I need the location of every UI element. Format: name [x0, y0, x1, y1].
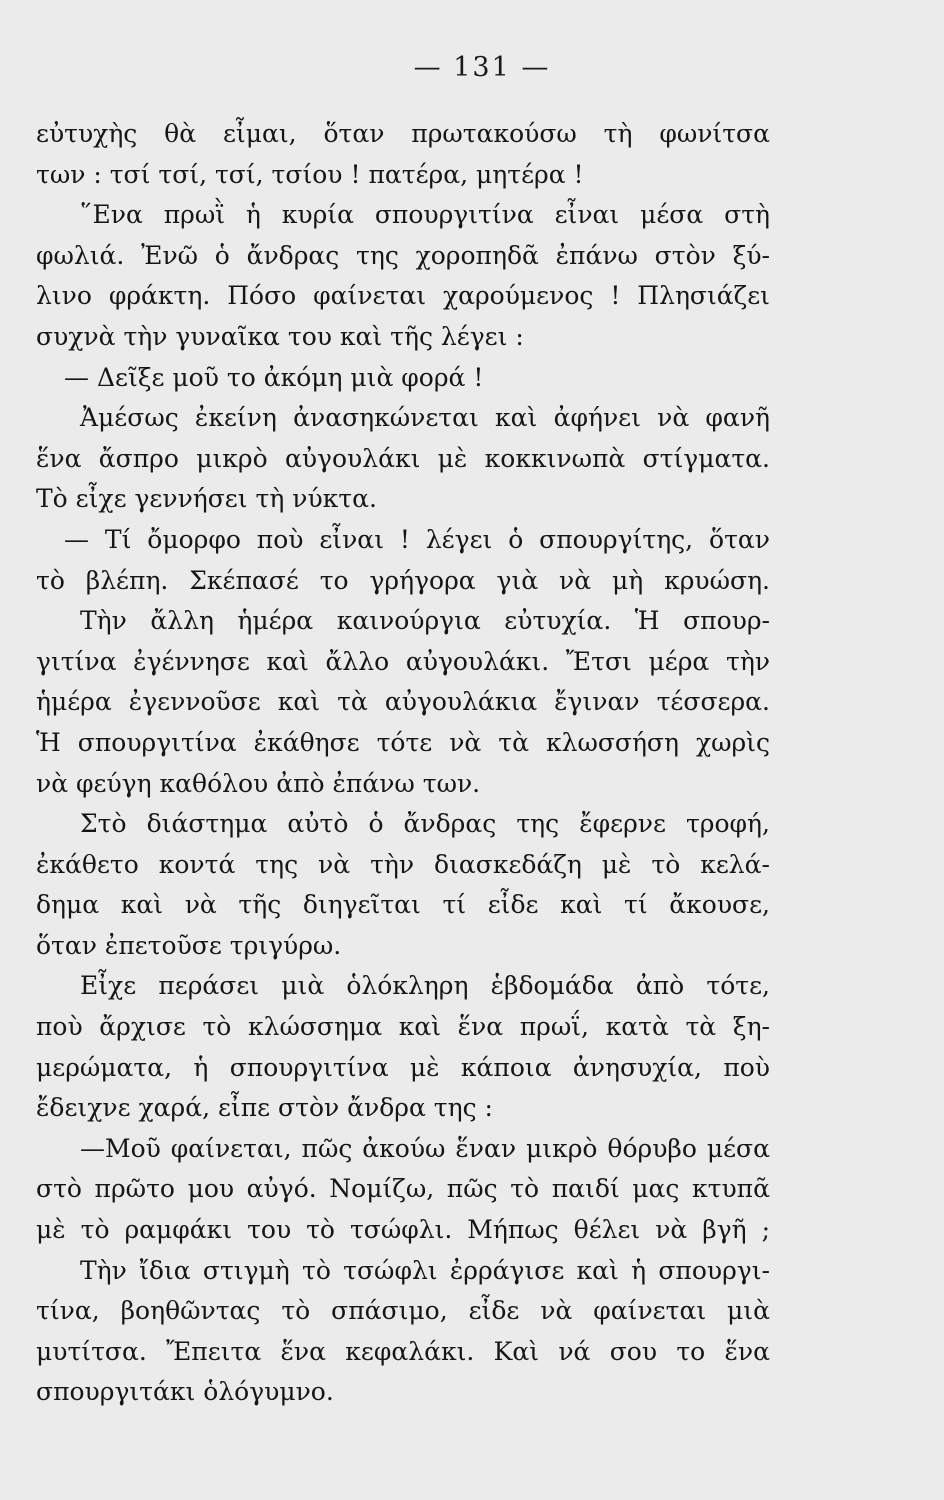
text-line: ἡμέρα ἐγεννοῦσε καὶ τὰ αὐγουλάκια ἔγιναν τέσσερα.: [36, 687, 770, 717]
text-line: ῞Ενα πρωῒ ἡ κυρία σπουργιτίνα εἶναι μέσα στὴ: [80, 200, 770, 230]
text-line: —Μοῦ φαίνεται, πῶς ἀκούω ἕναν μικρὸ θόρυβο μέσα: [80, 1133, 770, 1163]
text-line: δημα καὶ νὰ τῆς διηγεῖται τί εἶδε καὶ τί ἄκουσε,: [36, 890, 770, 920]
text-line: — Τί ὄμορφο ποὺ εἶναι ! λέγει ὁ σπουργίτης, ὅταν: [64, 524, 770, 554]
text-line: τὸ βλέπη. Σκέπασέ το γρήγορα γιὰ νὰ μὴ κρυώση.: [36, 565, 770, 595]
page-number: — 131 —: [413, 52, 551, 83]
text-line: Ἡ σπουργιτίνα ἐκάθησε τότε νὰ τὰ κλωσσήση χωρὶς: [36, 727, 770, 757]
text-line: Τὴν ἄλλη ἡμέρα καινούργια εὐτυχία. Ἡ σπουρ-: [80, 606, 770, 636]
text-line: νὰ φεύγη καθόλου ἀπὸ ἐπάνω των.: [36, 768, 481, 798]
text-line: ἐκάθετο κοντά της νὰ τὴν διασκεδάζη μὲ τὸ κελά-: [36, 849, 770, 879]
text-line: εὐτυχὴς θὰ εἶμαι, ὅταν πρωτακούσω τὴ φωνίτσα: [36, 119, 770, 148]
text-line: σπουργιτάκι ὁλόγυμνο.: [36, 1377, 334, 1407]
text-line: φωλιά. Ἐνῶ ὁ ἄνδρας της χοροπηδᾶ ἐπάνω στὸν ξύ-: [36, 240, 770, 270]
text-line: των : τσί τσί, τσί, τσίου ! πατέρα, μητέρα !: [36, 159, 584, 189]
text-line: ποὺ ἄρχισε τὸ κλώσσημα καὶ ἕνα πρωΐ, κατὰ τὰ ξη-: [36, 1012, 770, 1042]
text-line: τίνα, βοηθῶντας τὸ σπάσιμο, εἶδε νὰ φαίνεται μιὰ: [36, 1296, 770, 1326]
text-line: μυτίτσα. Ἔπειτα ἕνα κεφαλάκι. Καὶ νά σου το ἕνα: [36, 1336, 770, 1366]
text-line: ἕνα ἄσπρο μικρὸ αὐγουλάκι μὲ κοκκινωπὰ στίγματα.: [36, 443, 770, 473]
text-line: — Δεῖξε μοῦ το ἀκόμη μιὰ φορά !: [64, 362, 484, 392]
text-line: μὲ τὸ ραμφάκι του τὸ τσώφλι. Μήπως θέλει νὰ βγῆ ;: [36, 1215, 770, 1245]
text-line: Στὸ διάστημα αὐτὸ ὁ ἄνδρας της ἔφερνε τροφή,: [80, 809, 770, 839]
text-line: ἔδειχνε χαρά, εἶπε στὸν ἄνδρα της :: [36, 1093, 493, 1123]
text-line: Ἀμέσως ἐκείνη ἀνασηκώνεται καὶ ἀφήνει νὰ φανῆ: [80, 403, 770, 433]
text-line: ὅταν ἐπετοῦσε τριγύρω.: [36, 930, 342, 960]
text-line: Τὸ εἶχε γεννήσει τὴ νύκτα.: [36, 484, 377, 514]
text-line: Τὴν ἴδια στιγμὴ τὸ τσώφλι ἐρράγισε καὶ ἡ σπουργι-: [80, 1255, 770, 1285]
text-line: Εἶχε περάσει μιὰ ὁλόκληρη ἑβδομάδα ἀπὸ τότε,: [80, 971, 770, 1001]
text-line: λινο φράκτη. Πόσο φαίνεται χαρούμενος ! Πλησιάζει: [36, 281, 770, 311]
text-line: συχνὰ τὴν γυναῖκα του καὶ τῆς λέγει :: [36, 321, 524, 351]
body-text: [36, 114, 770, 1413]
text-line: γιτίνα ἐγέννησε καὶ ἄλλο αὐγουλάκι. Ἔτσι μέρα τὴν: [36, 646, 770, 676]
text-line: μερώματα, ἡ σπουργιτίνα μὲ κάποια ἀνησυχία, ποὺ: [36, 1052, 770, 1082]
text-line: στὸ πρῶτο μου αὐγό. Νομίζω, πῶς τὸ παιδί μας κτυπᾶ: [36, 1174, 770, 1204]
